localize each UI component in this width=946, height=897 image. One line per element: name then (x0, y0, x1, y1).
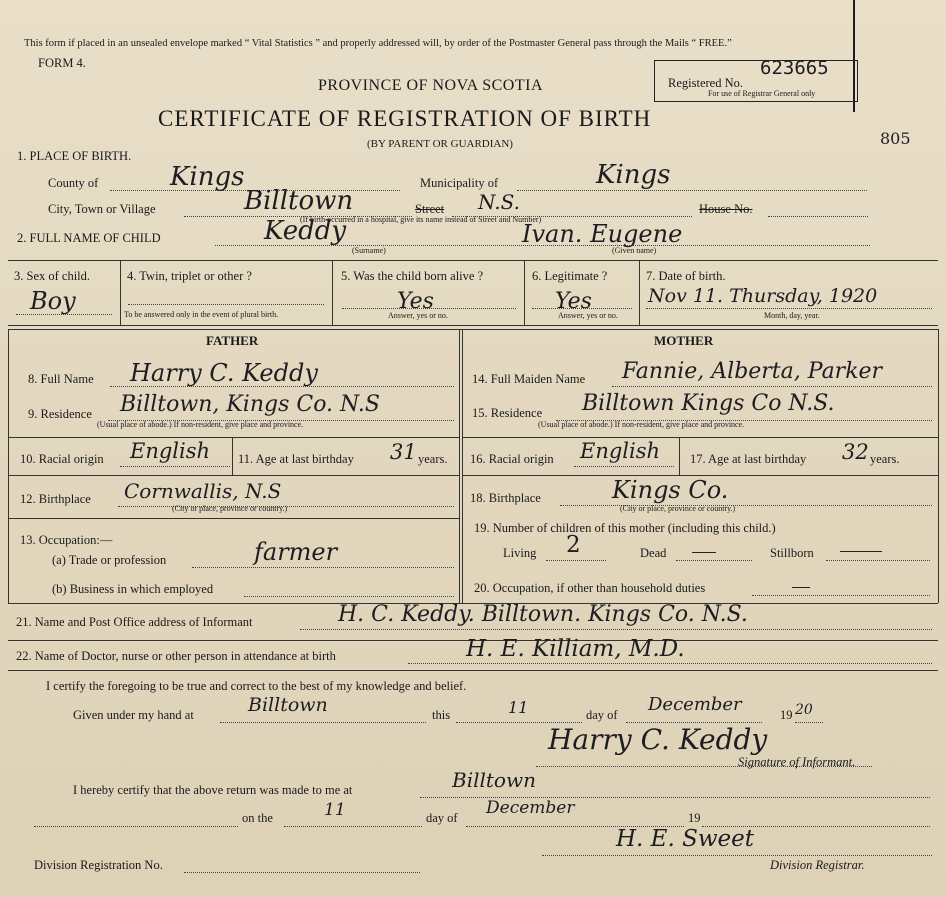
dead-line (676, 560, 752, 561)
sex-line (16, 314, 112, 315)
father-racial-label: 10. Racial origin (20, 452, 104, 466)
mother-racial-age-divider (679, 437, 680, 475)
house-label: House No. (699, 202, 753, 216)
province-title: PROVINCE OF NOVA SCOTIA (318, 77, 544, 94)
twin-note: To be answered only in the event of plural birth. (124, 310, 279, 319)
row-22-bottom (8, 670, 938, 671)
father-name-label: 8. Full Name (28, 372, 94, 386)
parents-top-border (8, 329, 938, 330)
place-of-birth-heading: 1. PLACE OF BIRTH. (17, 149, 132, 163)
father-age-label: 11. Age at last birthday (238, 452, 354, 466)
father-residence-note: (Usual place of abode.) If non-resident, give place and province. (97, 420, 304, 429)
father-business-line (244, 596, 454, 597)
row-3-7-top-border (8, 260, 938, 261)
father-years-label: years. (418, 452, 448, 466)
street-label: Street (415, 202, 445, 216)
city-label: City, Town or Village (48, 202, 156, 216)
informant-line (300, 629, 932, 630)
street-value: N.S. (478, 190, 520, 214)
dead-label: Dead (640, 546, 667, 560)
father-business-label: (b) Business in which employed (52, 582, 214, 596)
child-given-name: Ivan. Eugene (522, 220, 683, 248)
informant-value: H. C. Keddy. Billtown. Kings Co. N.S. (338, 602, 748, 627)
mail-notice: This form if placed in an unsealed envelope marked “ Vital Statistics ” and properly addressed will, by order of the Postmaster General pass through the Mails “ FREE.” (24, 38, 732, 49)
certification-statement: I certify the foregoing to be true and correct to the best of my knowledge and belief. (46, 679, 467, 693)
mother-racial-label: 16. Racial origin (470, 452, 554, 466)
mother-age-label: 17. Age at last birthday (690, 452, 807, 466)
mother-residence-value: Billtown Kings Co N.S. (582, 391, 835, 416)
registrar-day-line (284, 826, 422, 827)
father-heading: FATHER (206, 333, 259, 348)
given-name-note: (Given name) (612, 246, 657, 255)
parents-center-divider-b (462, 329, 463, 603)
stillborn-dash (840, 551, 882, 552)
row-3-7-bottom-border (8, 325, 938, 326)
father-residence-value: Billtown, Kings Co. N.S (120, 392, 380, 417)
division-registration-line (184, 872, 420, 873)
municipality-label: Municipality of (420, 176, 499, 190)
registrar-day-value: 11 (324, 800, 346, 820)
mother-heading: MOTHER (654, 333, 714, 348)
mother-occupation-label: 20. Occupation, if other than household duties (474, 581, 706, 595)
informant-signature-label: Signature of Informant. (738, 755, 856, 769)
stillborn-line (826, 560, 930, 561)
sex-label: 3. Sex of child. (14, 269, 91, 283)
mother-birthplace-note: (City or place, province or country.) (620, 504, 736, 513)
child-surname: Keddy (264, 216, 347, 246)
divider-6-7 (639, 260, 640, 325)
mother-row-16-top (462, 437, 938, 438)
parents-left-border (8, 329, 9, 603)
living-label: Living (503, 546, 537, 560)
registrar-year-prefix: 19 (688, 811, 701, 825)
child-name-label: 2. FULL NAME OF CHILD (17, 231, 161, 245)
mother-maiden-line (612, 386, 932, 387)
registrar-statement: I hereby certify that the above return was made to me at (73, 783, 353, 797)
sex-value: Boy (30, 287, 76, 315)
mother-residence-note: (Usual place of abode.) If non-resident, give place and province. (538, 420, 745, 429)
living-line (546, 560, 606, 561)
father-trade-value: farmer (254, 538, 338, 566)
alive-label: 5. Was the child born alive ? (341, 269, 484, 283)
mother-years-label: years. (870, 452, 900, 466)
registrar-left-line (34, 826, 238, 827)
divider-4-5 (332, 260, 333, 325)
dead-dash (692, 552, 716, 553)
mother-occupation-line (752, 595, 930, 596)
father-racial-line (120, 466, 230, 467)
given-year-prefix: 19 (780, 708, 793, 722)
father-birthplace-note: (City or place, province or country.) (172, 504, 288, 513)
mother-birthplace-value: Kings Co. (612, 476, 729, 504)
stillborn-label: Stillborn (770, 546, 814, 560)
informant-label: 21. Name and Post Office address of Informant (16, 615, 253, 629)
registrar-use-note: For use of Registrar General only (708, 89, 816, 98)
dob-note: Month, day, year. (764, 311, 820, 320)
dob-label: 7. Date of birth. (646, 269, 726, 283)
surname-note: (Surname) (352, 246, 386, 255)
dob-value: Nov 11. Thursday, 1920 (648, 285, 878, 307)
mother-birthplace-label: 18. Birthplace (470, 491, 541, 505)
father-row-12-bottom (8, 518, 459, 519)
legitimate-label: 6. Legitimate ? (532, 269, 608, 283)
parents-center-divider-a (459, 329, 460, 603)
alive-answer-note: Answer, yes or no. (388, 311, 448, 320)
father-age-value: 31 (390, 440, 417, 464)
divider-3-4 (120, 260, 121, 325)
legitimate-answer-note: Answer, yes or no. (558, 311, 618, 320)
father-occupation-label: 13. Occupation:— (20, 533, 113, 547)
this-label: this (432, 708, 451, 722)
registrar-signature: H. E. Sweet (616, 826, 754, 852)
given-month-value: December (648, 694, 742, 715)
mother-racial-value: English (580, 439, 661, 463)
father-row-10-top (8, 437, 459, 438)
dob-line (646, 308, 932, 309)
twin-line (128, 304, 324, 305)
given-place-line (220, 722, 426, 723)
parents-right-border (938, 329, 939, 603)
father-racial-age-divider (232, 437, 233, 475)
registrar-signature-line (542, 855, 932, 856)
mother-age-value: 32 (842, 440, 869, 464)
father-racial-value: English (130, 439, 211, 463)
registrar-day-of-label: day of (426, 811, 458, 825)
given-year-value: 20 (795, 702, 813, 718)
mother-racial-line (574, 466, 674, 467)
division-registration-label: Division Registration No. (34, 858, 163, 872)
legitimate-value: Yes (555, 289, 592, 314)
father-residence-label: 9. Residence (28, 407, 92, 421)
given-day-of-label: day of (586, 708, 618, 722)
registered-no-label: Registered No. (668, 76, 743, 90)
given-under-label: Given under my hand at (73, 708, 194, 722)
father-trade-label: (a) Trade or profession (52, 553, 167, 567)
form-number: FORM 4. (38, 56, 86, 70)
father-birthplace-label: 12. Birthplace (20, 492, 91, 506)
alive-value: Yes (397, 289, 434, 314)
municipality-line (517, 190, 867, 191)
county-value: Kings (170, 162, 245, 192)
certificate-subtitle: (BY PARENT OR GUARDIAN) (367, 138, 513, 150)
doctor-line (408, 663, 932, 664)
living-value: 2 (566, 532, 581, 558)
given-year-line (795, 722, 823, 723)
corner-mark: 805 (880, 129, 911, 148)
father-trade-line (192, 567, 454, 568)
mother-maiden-value: Fannie, Alberta, Parker (622, 359, 883, 384)
registrar-place-value: Billtown (452, 768, 536, 792)
house-line (768, 216, 868, 217)
county-label: County of (48, 176, 99, 190)
on-the-label: on the (242, 811, 273, 825)
municipality-value: Kings (596, 160, 671, 190)
mother-maiden-label: 14. Full Maiden Name (472, 372, 586, 386)
certificate-title: CERTIFICATE OF REGISTRATION OF BIRTH (158, 106, 652, 131)
doctor-label: 22. Name of Doctor, nurse or other person in attendance at birth (16, 649, 336, 663)
mother-occupation-dash (792, 587, 810, 588)
alive-line (342, 308, 516, 309)
division-registrar-label: Division Registrar. (770, 858, 865, 872)
mother-birthplace-line (560, 505, 932, 506)
twin-label: 4. Twin, triplet or other ? (127, 269, 252, 283)
legitimate-line (532, 308, 632, 309)
mother-children-label: 19. Number of children of this mother (including this child.) (474, 521, 776, 535)
divider-5-6 (524, 260, 525, 325)
street-note: (If birth occurred in a hospital, give its name instead of Street and Number) (300, 215, 542, 224)
informant-signature: Harry C. Keddy (548, 723, 768, 756)
given-place-value: Billtown (248, 694, 328, 716)
father-name-value: Harry C. Keddy (130, 359, 318, 387)
registrar-month-value: December (486, 798, 575, 818)
doctor-value: H. E. Killiam, M.D. (466, 636, 685, 662)
father-birthplace-value: Cornwallis, N.S (124, 479, 282, 503)
pen-stroke (853, 0, 855, 112)
registered-no-value: 623665 (760, 57, 829, 79)
father-row-10-bottom (8, 475, 459, 476)
given-day-value: 11 (508, 698, 529, 717)
mother-residence-label: 15. Residence (472, 406, 543, 420)
city-value: Billtown (244, 186, 354, 216)
